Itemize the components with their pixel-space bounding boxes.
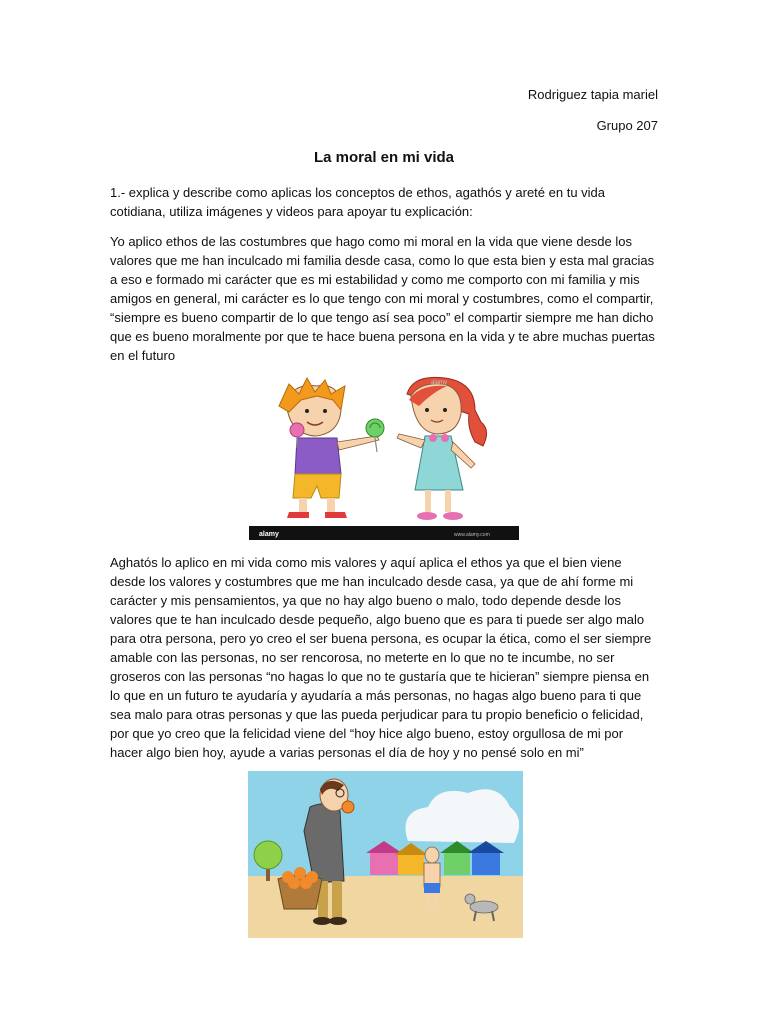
aghatos-paragraph: Aghatós lo aplico en mi vida como mis valores y aquí aplica el ethos ya que el bien viene desde los valores y costumbres que me han inculcado desde casa, ya que de ahí forme mi carácter y mis pensamientos, ya que no hay algo bueno o malo, todo depende desde los valores que te han inculcado desde pequeño, algo bueno que es para ti puede ser algo malo para otra persona, pero yo creo el ser buena persona, es ocupar la ética, como el ser siempre amable con las personas, no ser rencorosa, no meterte en lo que no te incumbe, no ser groseros con las personas “no hagas lo que no te gustaría que te hicieran” siempre piensa en lo que en un futuro te ayudaría y ayudaría a más personas, no hagas algo bueno para ti que sea malo para otras personas y que las pueda perjudicar para tu propio beneficio o felicidad, por que yo creo que la felicidad viene del “hoy hice algo bueno, estoy orgullosa de mi por hacer algo bien hoy, ayude a varias personas el día de hoy y no pensé solo en mi” <box>110 555 652 760</box>
watermark-top-text: alamy <box>431 380 448 386</box>
alamy-bar-caption: www.alamy.com <box>454 532 490 538</box>
ethos-paragraph: Yo aplico ethos de las costumbres que hago como mi moral en la vida que viene desde los valores que me han inculcado mi familia desde casa, como lo que esta bien y esta mal gracias a eso e formado mi carácter que es mi estabilidad y como me comporto con mi familia y mis amigos en general, mi carácter es lo que tengo con mi moral y costumbres, como el compartir, “siempre es bueno compartir de lo que tengo así sea poco” el compartir siempre me han dicho que es bueno moralmente por que te hace buena persona en la vida y te abre muchas puertas en el futuro <box>110 234 655 363</box>
alamy-bar-logo: alamy <box>259 531 279 538</box>
question-paragraph: 1.- explica y describe como aplicas los conceptos de ethos, agathós y areté en tu vida cotidiana, utiliza imágenes y videos para apoyar tu explicación: <box>110 185 606 219</box>
children-sharing-illustration <box>249 376 519 540</box>
village-man-illustration <box>248 771 523 938</box>
document-title: La moral en mi vida <box>313 149 455 166</box>
author-name: Rodriguez tapia mariel <box>527 87 658 102</box>
group-label: Grupo 207 <box>596 118 658 133</box>
